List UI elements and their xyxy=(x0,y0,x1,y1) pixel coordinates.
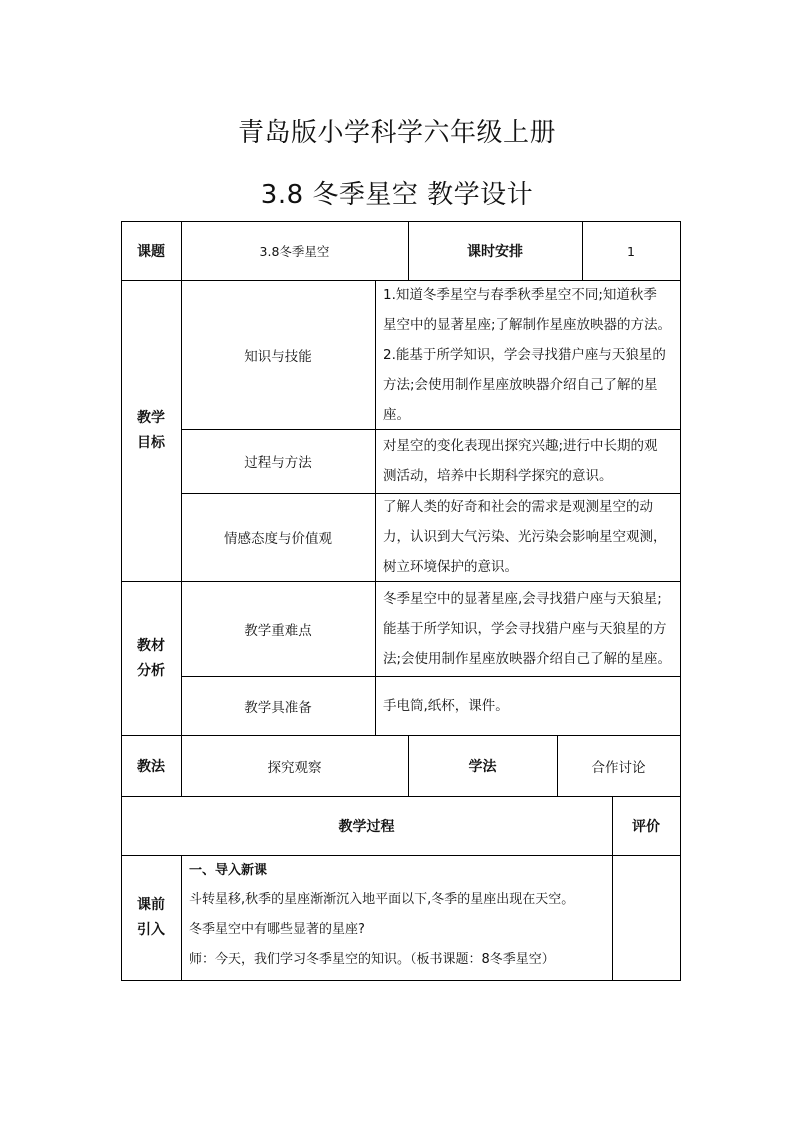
analysis-label xyxy=(121,581,181,736)
process-label: 过程与方法 xyxy=(244,455,312,471)
lesson-value: 3.8冬季星空 xyxy=(259,244,330,259)
intro-label xyxy=(121,855,181,980)
intro-line: 冬季星空中有哪些显著的星座? xyxy=(189,922,365,937)
process-line: 对星空的变化表现出探究兴趣;进行中长期的观 xyxy=(383,438,658,454)
knowledge-content xyxy=(375,280,680,429)
document-subtitle: 3.8 冬季星空 教学设计 xyxy=(260,180,534,210)
intro-line: 斗转星移,秋季的星座渐渐沉入地平面以下,冬季的星座出现在天空。 xyxy=(189,892,575,907)
emotion-content xyxy=(375,493,680,581)
key-points-content xyxy=(375,581,680,676)
learn-method-value: 合作讨论 xyxy=(591,759,646,776)
key-points-label: 教学重难点 xyxy=(244,622,312,639)
emotion-line: 了解人类的好奇和社会的需求是观测星空的动 xyxy=(383,499,653,515)
emotion-line: 力，认识到大气污染、光污染会影响星空观测， xyxy=(383,529,667,545)
knowledge-label: 知识与技能 xyxy=(244,348,312,365)
knowledge-line: 2.能基于所学知识，学会寻找猎户座与天狼星的 xyxy=(383,346,666,363)
key-points-line: 能基于所学知识，学会寻找猎户座与天狼星的方 xyxy=(383,620,667,637)
intro-line: 师：今天，我们学习冬季星空的知识。（板书课题：8冬季星空） xyxy=(189,952,555,967)
knowledge-line: 方法;会使用制作星座放映器介绍自己了解的星 xyxy=(383,376,658,393)
goals-label-line2: 目标 xyxy=(137,434,165,451)
teach-method-value: 探究观察 xyxy=(267,759,322,776)
intro-label-line2: 引入 xyxy=(137,921,165,938)
analysis-label-line2: 分析 xyxy=(137,662,165,679)
learn-method-label: 学法 xyxy=(468,758,497,775)
hours-label: 课时安排 xyxy=(467,244,523,260)
key-points-line: 法;会使用制作星座放映器介绍自己了解的星座。 xyxy=(383,650,672,667)
document-title: 青岛版小学科学六年级上册 xyxy=(237,118,556,148)
intro-heading: 一、导入新课 xyxy=(189,863,268,878)
analysis-label-line1: 教材 xyxy=(137,637,165,654)
goals-label-line1: 教学 xyxy=(137,409,165,426)
process-header-label: 教学过程 xyxy=(338,818,395,835)
emotion-line: 树立环境保护的意识。 xyxy=(383,559,518,575)
knowledge-line: 座。 xyxy=(383,406,410,423)
knowledge-line: 星空中的显著星座;了解制作星座放映器的方法。 xyxy=(383,316,672,333)
process-line: 测活动，培养中长期科学探究的意识。 xyxy=(383,468,613,484)
tools-value: 手电筒,纸杯，课件。 xyxy=(383,697,509,714)
intro-label-line1: 课前 xyxy=(137,896,165,913)
goals-label xyxy=(121,280,181,581)
tools-label: 教学具准备 xyxy=(244,699,312,716)
knowledge-line: 1.知道冬季星空与春季秋季星空不同;知道秋季 xyxy=(383,286,657,303)
process-content xyxy=(375,429,680,493)
intro-content xyxy=(181,855,612,980)
key-points-line: 冬季星空中的显著星座,会寻找猎户座与天狼星; xyxy=(383,590,662,607)
hours-value: 1 xyxy=(627,243,635,259)
lesson-label: 课题 xyxy=(137,244,165,260)
evaluation-header-label: 评价 xyxy=(632,818,660,835)
teach-method-label: 教法 xyxy=(137,758,165,775)
intro-evaluation-cell xyxy=(612,855,680,980)
emotion-label: 情感态度与价值观 xyxy=(224,531,332,547)
